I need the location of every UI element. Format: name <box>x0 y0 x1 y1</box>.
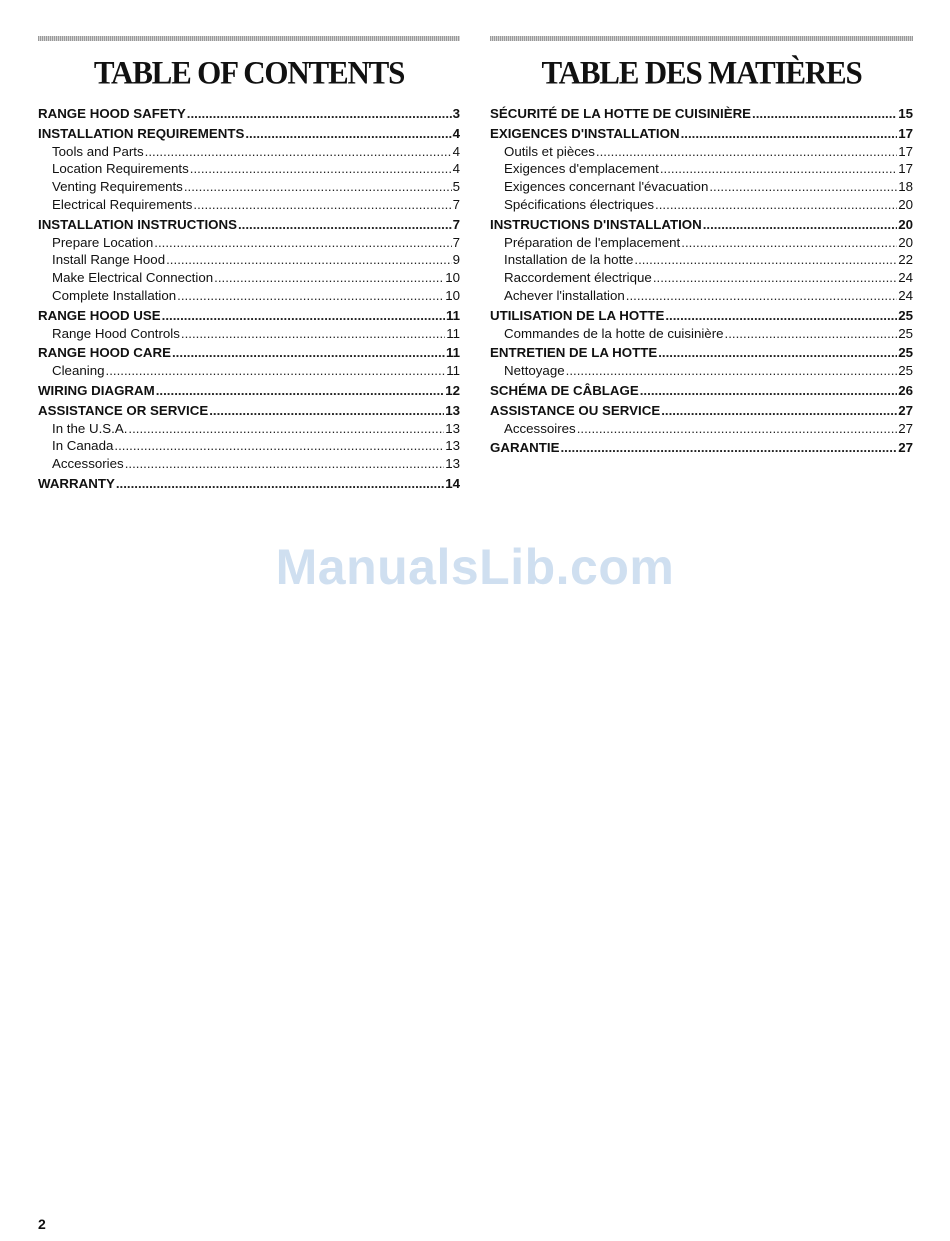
toc-subsection-entry[interactable] <box>490 362 913 380</box>
toc-entry-page: 9 <box>452 252 460 268</box>
dot-leader <box>238 216 452 234</box>
dot-leader <box>665 307 897 325</box>
toc-entry-page: 13 <box>445 402 460 418</box>
toc-entry-page: 7 <box>452 216 460 232</box>
dot-leader <box>214 269 444 287</box>
toc-entry-label: INSTALLATION INSTRUCTIONS <box>38 216 237 232</box>
dot-leader <box>145 143 452 161</box>
toc-section-entry[interactable] <box>490 307 913 325</box>
toc-entry-page: 11 <box>446 325 460 341</box>
toc-entry-page: 11 <box>445 345 460 361</box>
toc-entry-page: 3 <box>452 106 460 121</box>
dot-leader <box>725 325 898 343</box>
toc-entry-page: 24 <box>898 287 913 303</box>
toc-subsection-entry[interactable] <box>490 420 913 438</box>
toc-section-entry[interactable] <box>38 105 460 123</box>
toc-entry-label: WIRING DIAGRAM <box>38 382 155 398</box>
toc-entry-page: 5 <box>452 179 460 195</box>
header-rule <box>38 36 460 41</box>
dot-leader <box>703 216 897 234</box>
toc-subsection-entry[interactable] <box>490 234 913 252</box>
toc-column-english <box>38 36 460 493</box>
dot-leader <box>709 178 897 196</box>
dot-leader <box>114 437 444 455</box>
toc-entry-label: Outils et pièces <box>504 143 595 159</box>
dot-leader <box>660 160 897 178</box>
toc-subsection-entry[interactable] <box>490 269 913 287</box>
toc-entry-label: Exigences concernant l'évacuation <box>504 179 709 195</box>
toc-entry-label: Cleaning <box>52 363 105 379</box>
toc-entry-page: 25 <box>898 307 913 323</box>
toc-entry-label: RANGE HOOD CARE <box>38 345 171 361</box>
toc-entry-label: ASSISTANCE OR SERVICE <box>38 402 209 418</box>
toc-subsection-entry[interactable] <box>38 362 460 380</box>
header-rule <box>490 36 913 41</box>
dot-leader <box>658 344 897 362</box>
watermark: ManualsLib.com <box>275 539 675 595</box>
toc-subsection-entry[interactable] <box>38 251 460 269</box>
toc-entry-page: 12 <box>445 382 460 398</box>
dot-leader <box>626 287 897 305</box>
toc-entry-label: EXIGENCES D'INSTALLATION <box>490 125 680 141</box>
toc-entry-page: 18 <box>898 179 913 195</box>
dot-leader <box>681 125 898 143</box>
toc-subsection-entry[interactable] <box>490 160 913 178</box>
toc-title-french: TABLE DES MATIÈRES <box>541 53 862 92</box>
toc-subsection-entry[interactable] <box>490 178 913 196</box>
toc-section-entry[interactable] <box>38 216 460 234</box>
toc-section-entry[interactable] <box>38 307 460 325</box>
dot-leader <box>752 105 897 123</box>
toc-entry-page: 20 <box>898 234 913 250</box>
toc-entry-label: Préparation de l'emplacement <box>504 234 681 250</box>
toc-entry-label: SCHÉMA DE CÂBLAGE <box>490 382 639 398</box>
toc-entry-page: 25 <box>898 345 913 361</box>
toc-entry-label: Accessories <box>52 456 124 472</box>
toc-section-entry[interactable] <box>38 382 460 400</box>
toc-entry-page: 27 <box>898 440 913 456</box>
toc-entry-label: UTILISATION DE LA HOTTE <box>490 307 665 323</box>
toc-entry-page: 27 <box>898 402 913 418</box>
toc-section-entry[interactable] <box>490 439 913 457</box>
toc-entry-page: 13 <box>445 420 460 436</box>
dot-leader <box>166 251 451 269</box>
toc-entry-page: 10 <box>445 287 460 303</box>
toc-entry-page: 17 <box>898 161 913 177</box>
toc-entry-label: Nettoyage <box>504 363 565 379</box>
toc-subsection-entry[interactable] <box>38 287 460 305</box>
toc-section-entry[interactable] <box>490 382 913 400</box>
toc-entry-page: 22 <box>898 252 913 268</box>
toc-entry-label: SÉCURITÉ DE LA HOTTE DE CUISINIÈRE <box>490 106 752 121</box>
dot-leader <box>596 143 897 161</box>
toc-entry-page: 17 <box>898 125 913 141</box>
toc-entry-label: Raccordement électrique <box>504 270 652 286</box>
dot-leader <box>640 382 897 400</box>
toc-title-english: TABLE OF CONTENTS <box>93 53 405 92</box>
toc-entry-label: ASSISTANCE OU SERVICE <box>490 402 661 418</box>
toc-entry-label: Tools and Parts <box>52 143 144 159</box>
toc-column-french <box>490 36 913 457</box>
toc-entry-label: GARANTIE <box>490 440 560 456</box>
toc-entry-page: 13 <box>445 456 460 472</box>
toc-list-english <box>38 105 460 493</box>
toc-subsection-entry[interactable] <box>490 287 913 305</box>
toc-entry-page: 4 <box>452 161 460 177</box>
toc-entry-label: ENTRETIEN DE LA HOTTE <box>490 345 658 361</box>
toc-entry-label: Make Electrical Connection <box>52 270 214 286</box>
toc-entry-label: RANGE HOOD USE <box>38 307 161 323</box>
toc-subsection-entry[interactable] <box>38 437 460 455</box>
toc-entry-page: 25 <box>898 325 913 341</box>
toc-subsection-entry[interactable] <box>38 269 460 287</box>
toc-section-entry[interactable] <box>490 344 913 362</box>
dot-leader <box>577 420 898 438</box>
dot-leader <box>209 402 444 420</box>
toc-entry-page: 17 <box>898 143 913 159</box>
toc-entry-page: 24 <box>898 270 913 286</box>
dot-leader <box>653 269 897 287</box>
toc-entry-label: Electrical Requirements <box>52 196 193 212</box>
toc-subsection-entry[interactable] <box>38 160 460 178</box>
dot-leader <box>177 287 444 305</box>
toc-entry-page: 20 <box>898 196 913 212</box>
dot-leader <box>566 362 898 380</box>
toc-entry-label: Spécifications électriques <box>504 196 655 212</box>
toc-subsection-entry[interactable] <box>490 251 913 269</box>
toc-entry-page: 11 <box>446 363 460 379</box>
toc-entry-label: In the U.S.A. <box>52 420 128 436</box>
toc-entry-page: 7 <box>452 234 460 250</box>
toc-section-entry[interactable] <box>490 125 913 143</box>
toc-entry-label: Exigences d'emplacement <box>504 161 659 177</box>
toc-entry-label: Range Hood Controls <box>52 325 180 341</box>
dot-leader <box>172 344 445 362</box>
toc-entry-label: Prepare Location <box>52 234 154 250</box>
toc-section-entry[interactable] <box>38 475 460 493</box>
toc-entry-page: 4 <box>452 143 460 159</box>
dot-leader <box>190 160 452 178</box>
dot-leader <box>661 402 897 420</box>
toc-entry-label: WARRANTY <box>38 475 115 491</box>
toc-entry-label: Install Range Hood <box>52 252 166 268</box>
toc-section-entry[interactable] <box>38 125 460 143</box>
toc-section-entry[interactable] <box>38 344 460 362</box>
dot-leader <box>184 178 452 196</box>
dot-leader <box>634 251 897 269</box>
dot-leader <box>181 325 445 343</box>
toc-entry-page: 15 <box>898 106 913 121</box>
toc-entry-label: RANGE HOOD SAFETY <box>38 106 186 121</box>
toc-entry-label: Achever l'installation <box>504 287 625 303</box>
dot-leader <box>116 475 444 493</box>
dot-leader <box>187 105 452 123</box>
toc-entry-label: INSTALLATION REQUIREMENTS <box>38 125 245 141</box>
toc-entry-page: 25 <box>898 363 913 379</box>
toc-entry-page: 27 <box>898 420 913 436</box>
toc-subsection-entry[interactable] <box>490 196 913 214</box>
toc-subsection-entry[interactable] <box>38 234 460 252</box>
toc-entry-label: Venting Requirements <box>52 179 183 195</box>
dot-leader <box>154 234 451 252</box>
dot-leader <box>106 362 446 380</box>
dot-leader <box>193 196 451 214</box>
page-number: 2 <box>38 1216 46 1232</box>
toc-entry-label: Accessoires <box>504 420 576 436</box>
toc-entry-page: 13 <box>445 438 460 454</box>
toc-entry-label: INSTRUCTIONS D'INSTALLATION <box>490 216 702 232</box>
dot-leader <box>125 455 445 473</box>
dot-leader <box>245 125 451 143</box>
toc-entry-label: Complete Installation <box>52 287 177 303</box>
toc-entry-page: 7 <box>452 196 460 212</box>
toc-section-entry[interactable] <box>38 402 460 420</box>
toc-entry-label: Commandes de la hotte de cuisinière <box>504 325 724 341</box>
dot-leader <box>655 196 897 214</box>
toc-subsection-entry[interactable] <box>38 196 460 214</box>
toc-subsection-entry[interactable] <box>38 143 460 161</box>
dot-leader <box>560 439 897 457</box>
toc-section-entry[interactable] <box>490 105 913 123</box>
dot-leader <box>156 382 444 400</box>
toc-subsection-entry[interactable] <box>38 325 460 343</box>
toc-entry-page: 10 <box>445 270 460 286</box>
dot-leader <box>681 234 897 252</box>
toc-section-entry[interactable] <box>490 216 913 234</box>
toc-subsection-entry[interactable] <box>490 143 913 161</box>
toc-entry-label: In Canada <box>52 438 114 454</box>
dot-leader <box>162 307 445 325</box>
dot-leader <box>128 420 444 438</box>
toc-subsection-entry[interactable] <box>490 325 913 343</box>
toc-entry-label: Location Requirements <box>52 161 189 177</box>
toc-entry-page: 14 <box>445 475 460 491</box>
toc-section-entry[interactable] <box>490 402 913 420</box>
toc-entry-page: 11 <box>445 307 460 323</box>
toc-list-french <box>490 105 913 457</box>
toc-entry-page: 4 <box>452 125 460 141</box>
toc-entry-page: 20 <box>898 216 913 232</box>
toc-subsection-entry[interactable] <box>38 178 460 196</box>
toc-entry-page: 26 <box>898 382 913 398</box>
toc-entry-label: Installation de la hotte <box>504 252 634 268</box>
toc-subsection-entry[interactable] <box>38 420 460 438</box>
toc-subsection-entry[interactable] <box>38 455 460 473</box>
